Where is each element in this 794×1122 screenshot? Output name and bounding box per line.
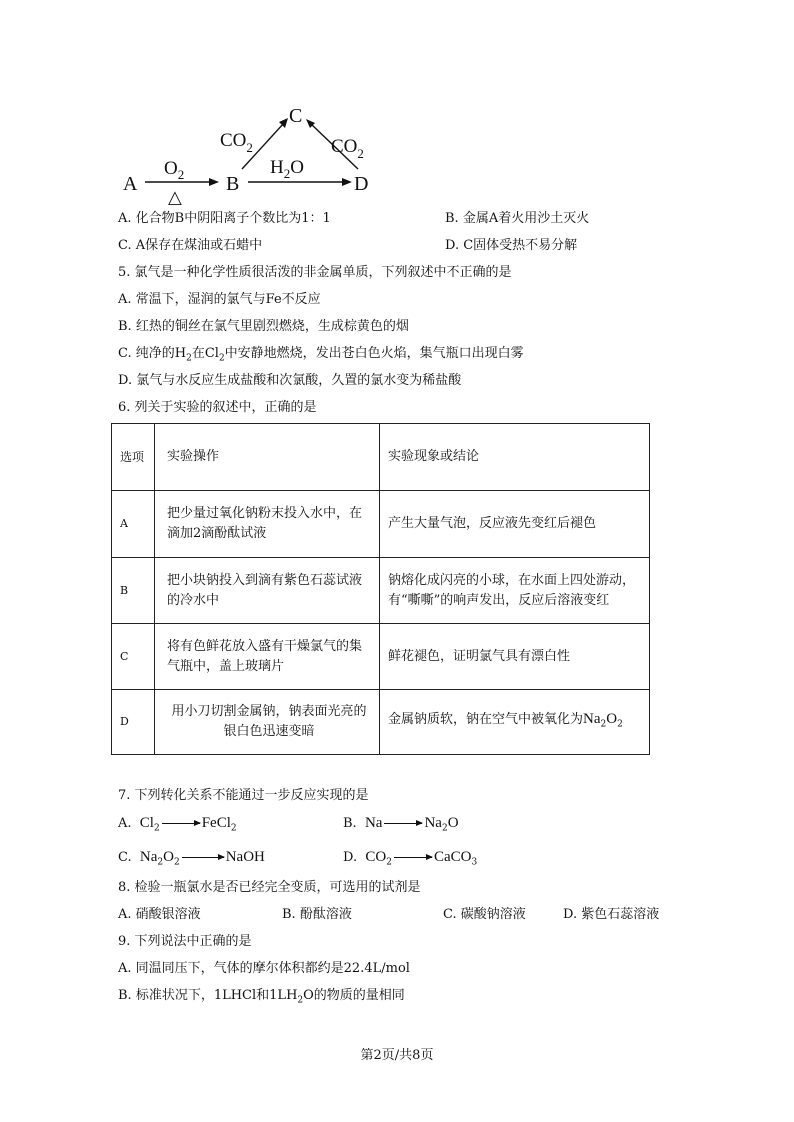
table-header-row: [112, 424, 650, 491]
q9-option-b: B. 标准状况下，1LHCl和$1LH_2O$的物质的量相同: [118, 988, 405, 1006]
node-a: A: [123, 173, 138, 195]
node-c: C: [289, 105, 303, 127]
table-row: [112, 558, 650, 624]
q8-option-d: D. 紫色石蕊溶液: [563, 907, 660, 922]
q7-option-b: B. Na $Na_2O$: [343, 815, 459, 834]
header-result: 实验现象或结论: [380, 424, 650, 491]
row-option: C: [112, 624, 155, 690]
row-operation: 把少量过氧化钠粉末投入水中，在滴加2滴酚酞试液: [155, 491, 380, 558]
row-option: D: [112, 690, 155, 755]
q7-option-a: A. $Cl_2$ FeCl$_2$: [118, 815, 237, 834]
label-ab-top: $O_2$: [164, 158, 185, 182]
node-d: D: [354, 173, 369, 195]
row-option: B: [112, 558, 155, 624]
row-result: 产生大量气泡，反应液先变红后褪色: [380, 491, 650, 558]
q5-option-b: B. 红热的铜丝在氯气里剧烈燃烧，生成棕黄色的烟: [118, 319, 409, 334]
row-operation: 把小块钠投入到滴有紫色石蕊试液的冷水中: [155, 558, 380, 624]
node-b: B: [226, 173, 240, 195]
label-ab-bottom: △: [168, 187, 182, 205]
table-row: [112, 491, 650, 558]
q7-stem: 7. 下列转化关系不能通过一步反应实现的是: [118, 788, 369, 803]
q4-option-b: B. 金属A着火用沙土灭火: [445, 211, 590, 226]
q6-stem: 6. 列关于实验的叙述中，正确的是: [118, 400, 317, 415]
label-bd: $H_2O$: [270, 157, 304, 181]
label-bc: $CO_2$: [220, 130, 253, 155]
row-result: 钠熔化成闪亮的小球，在水面上四处游动，有“嘶嘶”的响声发出，反应后溶液变红: [380, 558, 650, 624]
q8-stem: 8. 检验一瓶氯水是否已经完全变质，可选用的试剂是: [118, 880, 421, 895]
q4-option-c: C. A保存在煤油或石蜡中: [118, 238, 263, 253]
q9-option-a: A. 同温同压下，气体的摩尔体积都约是22.4L/mol: [118, 961, 410, 976]
q4-option-a: A. 化合物B中阴阳离子个数比为1：1: [118, 211, 331, 226]
row-operation: 将有色鲜花放入盛有干燥氯气的集气瓶中，盖上玻璃片: [155, 624, 380, 690]
row-result: 金属钠质软，钠在空气中被氧化为$Na_2O_2$: [380, 690, 650, 755]
q5-stem: 5. 氯气是一种化学性质很活泼的非金属单质，下列叙述中不正确的是: [118, 265, 512, 280]
experiment-table: [111, 423, 650, 755]
row-result: 鲜花褪色，证明氯气具有漂白性: [380, 624, 650, 690]
row-operation: 用小刀切割金属钠，钠表面光亮的银白色迅速变暗: [155, 690, 380, 755]
table-row: [112, 624, 650, 690]
table-row: [112, 690, 650, 755]
q8-option-a: A. 硝酸银溶液: [118, 907, 201, 922]
page-footer: 第2页/共8页: [360, 1048, 434, 1063]
row-option: A: [112, 491, 155, 558]
q5-option-d: D. 氯气与水反应生成盐酸和次氯酸，久置的氯水变为稀盐酸: [118, 373, 462, 388]
header-operation: 实验操作: [155, 424, 380, 491]
q7-option-d: D. $CO_2$ CaCO$_3$: [343, 849, 478, 868]
q5-option-c: C. 纯净的$H_2$在$Cl_2$中安静地燃烧，发出苍白色火焰，集气瓶口出现白雾: [118, 346, 524, 364]
q5-option-a: A. 常温下，湿润的氯气与Fe不反应: [118, 292, 321, 307]
reaction-diagram: [118, 95, 398, 205]
q9-stem: 9. 下列说法中正确的是: [118, 934, 252, 949]
q8-option-b: B. 酚酞溶液: [282, 907, 352, 922]
label-dc: $CO_2$: [331, 136, 364, 161]
q4-option-d: D. C固体受热不易分解: [445, 238, 578, 253]
header-option: 选项: [112, 424, 155, 491]
q7-option-c: C. $Na_2O_2$ NaOH: [118, 849, 265, 868]
q8-option-c: C. 碳酸钠溶液: [443, 907, 526, 922]
